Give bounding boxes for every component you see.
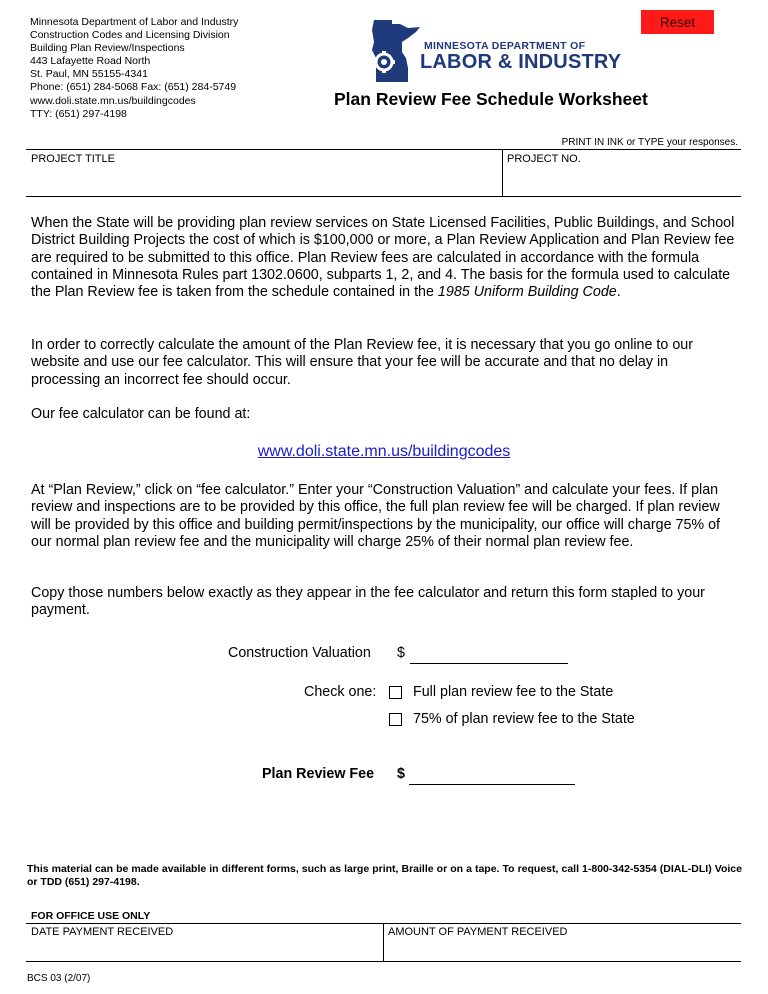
logo-text-top: MINNESOTA DEPARTMENT OF [424, 40, 586, 52]
instructions-paragraph: At “Plan Review,” click on “fee calculator.” Enter your “Construction Valuation” and calculate your fees. If plan review and inspections are to be provided by this office, the full plan review fee will be charged. If plan review will be provided by this office and building permit/inspections by the municipality, our office will charge 75% of our normal plan review fee and the municipality will charge 25% of their normal plan review fee. [31, 482, 721, 550]
link-row [0, 443, 768, 461]
plan-review-fee-input[interactable] [409, 766, 575, 785]
intro-end: . [616, 284, 621, 301]
address-line: Minnesota Department of Labor and Industry [30, 16, 239, 28]
office-use-title: FOR OFFICE USE ONLY [31, 910, 151, 922]
calculator-paragraph: In order to correctly calculate the amount of the Plan Review fee, it is necessary that you go online to our website and use our fee calculator. This will ensure that your fee will be accurate and that no delay in processing an incorrect fee should occur. [31, 337, 693, 388]
currency-symbol: $ [397, 645, 405, 661]
project-info-box [26, 149, 741, 197]
partial-fee-checkbox[interactable] [389, 713, 402, 726]
construction-valuation-label: Construction Valuation [228, 645, 371, 661]
divider [383, 924, 384, 961]
page-title: Plan Review Fee Schedule Worksheet [334, 89, 648, 109]
agency-address [30, 16, 238, 121]
amount-payment-received-label: AMOUNT OF PAYMENT RECEIVED [388, 926, 568, 938]
form-number: BCS 03 (2/07) [27, 973, 91, 984]
ink-instruction: PRINT IN INK or TYPE your responses. [561, 137, 738, 148]
address-line: St. Paul, MN 55155-4341 [30, 68, 148, 81]
minnesota-state-icon [370, 18, 422, 84]
address-line: www.doli.state.mn.us/buildingcodes [30, 94, 196, 107]
intro-text: When the State will be providing plan review services on State Licensed Facilities, Public Buildings, and School District Building Projects the cost of which is $100,000 or more, a Plan Review Application and Plan Review fee are required to be submitted to this office. Plan Review fees are calculated in accordance with the formula contained in Minnesota Rules part 1302.0600, subparts 1, 2, and 4. The basis for the formula used to calculate the Plan Review fee is taken from the schedule contained in the [31, 215, 735, 301]
partial-fee-option-label: 75% of plan review fee to the State [413, 711, 635, 727]
accessibility-notice: This material can be made available in different forms, such as large print, Braille or on a tape. To request, call 1-800-342-5354 (DIAL-DLI) Voice or TDD (651) 297-4198. [27, 863, 742, 888]
calculator-location-text: Our fee calculator can be found at: [31, 406, 251, 422]
construction-valuation-input[interactable] [410, 645, 568, 664]
address-line: 443 Lafayette Road North [30, 55, 151, 68]
logo-text-main: LABOR & INDUSTRY [420, 51, 622, 73]
project-number-label: PROJECT NO. [507, 153, 581, 165]
plan-review-fee-label: Plan Review Fee [262, 766, 375, 782]
currency-symbol: $ [397, 766, 405, 782]
date-payment-received-label: DATE PAYMENT RECEIVED [31, 926, 174, 938]
intro-paragraph [31, 215, 739, 301]
office-use-box [26, 923, 741, 962]
project-title-input[interactable] [30, 168, 500, 194]
project-number-input[interactable] [507, 168, 739, 194]
intro-italic-text: 1985 Uniform Building Code [437, 284, 617, 301]
check-one-label: Check one: [304, 684, 377, 700]
address-line: Building Plan Review/Inspections [30, 42, 185, 55]
address-line: Phone: (651) 284-5068 Fax: (651) 284-5749 [30, 81, 237, 94]
address-line: TTY: (651) 297-4198 [30, 107, 127, 120]
full-fee-checkbox[interactable] [389, 686, 402, 699]
full-fee-option-label: Full plan review fee to the State [413, 684, 614, 700]
fee-calculator-link[interactable]: www.doli.state.mn.us/buildingcodes [257, 443, 511, 460]
reset-button[interactable]: Reset [641, 10, 714, 34]
copy-instructions-paragraph: Copy those numbers below exactly as they appear in the fee calculator and return this form stapled to your payment. [31, 585, 705, 619]
agency-logo [370, 18, 640, 84]
address-line: Construction Codes and Licensing Division [30, 29, 230, 42]
project-title-label: PROJECT TITLE [31, 153, 115, 165]
divider [502, 150, 503, 196]
